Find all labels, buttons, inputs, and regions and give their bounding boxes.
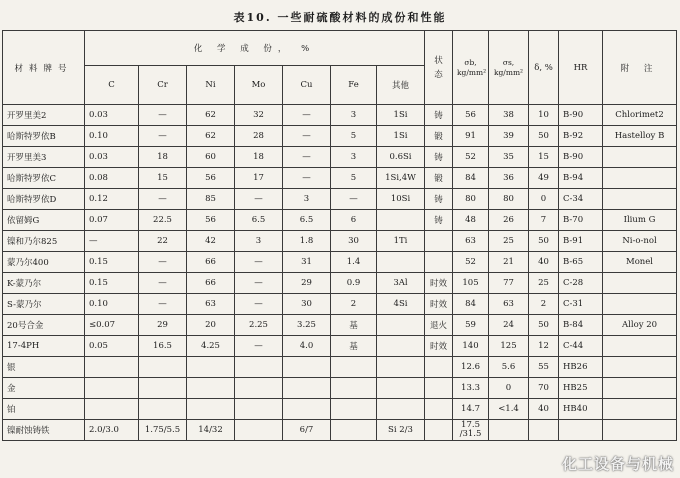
table-cell: 3.25 [283, 315, 331, 336]
table-cell [139, 399, 187, 420]
table-cell: 52 [453, 252, 489, 273]
table-cell [187, 399, 235, 420]
table-cell: 62 [187, 105, 235, 126]
table-cell: 63 [489, 294, 529, 315]
table-cell: 2 [529, 294, 559, 315]
table-cell [603, 378, 677, 399]
table-row [3, 357, 677, 378]
table-cell: B-70 [559, 210, 603, 231]
table-cell [139, 378, 187, 399]
table-cell [235, 378, 283, 399]
table-cell [331, 399, 377, 420]
table-cell: 22.5 [139, 210, 187, 231]
table-cell: 24 [489, 315, 529, 336]
table-row [3, 336, 677, 357]
element-header: Cu [283, 66, 331, 105]
table-cell: Monel [603, 252, 677, 273]
table-cell: 0.15 [85, 273, 139, 294]
table-cell: — [85, 231, 139, 252]
sigma-b-header: σb, kg/mm² [453, 31, 489, 105]
table-cell [377, 315, 425, 336]
table-cell: — [235, 336, 283, 357]
table-cell: 1Si [377, 105, 425, 126]
table-cell: — [139, 105, 187, 126]
table-cell: — [283, 168, 331, 189]
table-cell [283, 399, 331, 420]
table-cell: C-31 [559, 294, 603, 315]
table-cell [425, 357, 453, 378]
table-cell: 66 [187, 273, 235, 294]
table-cell: — [235, 252, 283, 273]
table-cell: — [139, 273, 187, 294]
table-cell: — [331, 189, 377, 210]
table-cell [85, 357, 139, 378]
watermark-logo: 化工设备与机械 [561, 455, 674, 473]
table-cell [139, 357, 187, 378]
table-cell: 60 [187, 147, 235, 168]
table-cell: 铸 [425, 189, 453, 210]
table-cell: 17.5 /31.5 [453, 420, 489, 441]
table-cell [529, 420, 559, 441]
table-cell: 56 [187, 168, 235, 189]
table-cell [377, 210, 425, 231]
table-cell [377, 399, 425, 420]
table-cell [85, 378, 139, 399]
table-row [3, 168, 677, 189]
table-cell [603, 294, 677, 315]
table-cell [603, 189, 677, 210]
table-cell: 基 [331, 336, 377, 357]
table-cell: Ilium G [603, 210, 677, 231]
table-cell: 14.7 [453, 399, 489, 420]
table-cell: 14/32 [187, 420, 235, 441]
material-name: 金 [3, 378, 85, 399]
table-cell: 锻 [425, 168, 453, 189]
table-cell: 0.05 [85, 336, 139, 357]
table-cell: 55 [529, 357, 559, 378]
table-row [3, 399, 677, 420]
table-cell [235, 399, 283, 420]
table-cell: — [283, 105, 331, 126]
hr-header: HR [559, 31, 603, 105]
table-cell: 50 [529, 315, 559, 336]
delta-header: δ, % [529, 31, 559, 105]
table-cell [377, 252, 425, 273]
table-cell: 3 [331, 147, 377, 168]
table-cell: B-94 [559, 168, 603, 189]
table-cell: 2.25 [235, 315, 283, 336]
table-cell: Hastelloy B [603, 126, 677, 147]
element-header: 其他 [377, 66, 425, 105]
table-cell: 铸 [425, 210, 453, 231]
table-cell: Chlorimet2 [603, 105, 677, 126]
table-cell [331, 378, 377, 399]
table-cell: C-44 [559, 336, 603, 357]
material-name: 镍耐蚀铸铁 [3, 420, 85, 441]
table-cell: 10 [529, 105, 559, 126]
table-cell: B-92 [559, 126, 603, 147]
table-cell: 52 [453, 147, 489, 168]
material-name: 哈斯特罗依B [3, 126, 85, 147]
table-cell: — [283, 126, 331, 147]
table-cell: 17 [235, 168, 283, 189]
element-header: Ni [187, 66, 235, 105]
table-cell: 63 [187, 294, 235, 315]
table-cell: B-90 [559, 105, 603, 126]
table-row [3, 252, 677, 273]
table-cell: 22 [139, 231, 187, 252]
table-cell [603, 147, 677, 168]
table-cell: 125 [489, 336, 529, 357]
material-name: 哈斯特罗依D [3, 189, 85, 210]
table-cell: 3 [235, 231, 283, 252]
table-row [3, 294, 677, 315]
table-cell: 77 [489, 273, 529, 294]
table-cell: 4Si [377, 294, 425, 315]
table-cell: 1.8 [283, 231, 331, 252]
table-cell [603, 399, 677, 420]
table-cell: 84 [453, 294, 489, 315]
table-cell [377, 336, 425, 357]
table-row [3, 378, 677, 399]
table-cell: 时效 [425, 273, 453, 294]
element-header: C [85, 66, 139, 105]
table-cell: 1Ti [377, 231, 425, 252]
table-cell [425, 420, 453, 441]
table-cell: 铸 [425, 147, 453, 168]
table-cell: 5 [331, 168, 377, 189]
table-title: 表10. 一些耐硫酸材料的成份和性能 [233, 11, 447, 24]
material-name: 20号合金 [3, 315, 85, 336]
table-cell: 48 [453, 210, 489, 231]
table-cell: 3 [283, 189, 331, 210]
table-cell [283, 357, 331, 378]
table-cell [559, 420, 603, 441]
table-cell: 3 [331, 105, 377, 126]
table-cell: — [139, 189, 187, 210]
table-cell: 28 [235, 126, 283, 147]
table-cell: 时效 [425, 294, 453, 315]
table-row [3, 189, 677, 210]
table-cell [377, 357, 425, 378]
table-cell [425, 252, 453, 273]
table-cell: 91 [453, 126, 489, 147]
table-cell: 0 [489, 378, 529, 399]
table-cell: 25 [529, 273, 559, 294]
table-cell: 39 [489, 126, 529, 147]
table-cell: 3Al [377, 273, 425, 294]
table-cell: 40 [529, 399, 559, 420]
table-cell [603, 420, 677, 441]
table-row [3, 231, 677, 252]
table-cell: Alloy 20 [603, 315, 677, 336]
table-cell: 21 [489, 252, 529, 273]
table-cell: — [139, 126, 187, 147]
table-cell: 基 [331, 315, 377, 336]
table-cell: B-84 [559, 315, 603, 336]
material-name: 铂 [3, 399, 85, 420]
table-cell [603, 168, 677, 189]
material-name: 开罗里美3 [3, 147, 85, 168]
table-cell: 30 [283, 294, 331, 315]
table-cell: 时效 [425, 336, 453, 357]
table-cell: 0.07 [85, 210, 139, 231]
table-cell: 退火 [425, 315, 453, 336]
table-cell: 59 [453, 315, 489, 336]
table-cell: 70 [529, 378, 559, 399]
table-cell: ≤0.07 [85, 315, 139, 336]
table-cell: 30 [331, 231, 377, 252]
table-cell: 85 [187, 189, 235, 210]
table-row [3, 126, 677, 147]
state-header: 状 态 [425, 31, 453, 105]
table-cell: — [283, 147, 331, 168]
table-cell: 1.75/5.5 [139, 420, 187, 441]
table-cell [425, 399, 453, 420]
table-cell: 0.15 [85, 252, 139, 273]
table-cell: 63 [453, 231, 489, 252]
table-cell: 50 [529, 126, 559, 147]
table-cell: HB25 [559, 378, 603, 399]
table-cell [85, 399, 139, 420]
table-cell: 29 [139, 315, 187, 336]
table-cell: 50 [529, 231, 559, 252]
material-name: 17-4PH [3, 336, 85, 357]
table-cell: 0.03 [85, 105, 139, 126]
table-cell: 7 [529, 210, 559, 231]
table-cell: 36 [489, 168, 529, 189]
table-cell: 0.6Si [377, 147, 425, 168]
table-cell: 0.9 [331, 273, 377, 294]
table-cell: 80 [489, 189, 529, 210]
table-row [3, 420, 677, 441]
material-name: 蒙乃尔400 [3, 252, 85, 273]
table-cell: 35 [489, 147, 529, 168]
table-cell: 4.0 [283, 336, 331, 357]
sigma-s-header: σs, kg/mm² [489, 31, 529, 105]
table-cell: 6/7 [283, 420, 331, 441]
remark-header: 附 注 [603, 31, 677, 105]
table-cell: — [139, 252, 187, 273]
table-cell [489, 420, 529, 441]
table-cell: 49 [529, 168, 559, 189]
table-cell: B-65 [559, 252, 603, 273]
table-row [3, 273, 677, 294]
material-name: 镍和乃尔825 [3, 231, 85, 252]
table-cell: 16.5 [139, 336, 187, 357]
table-cell: 0 [529, 189, 559, 210]
table-cell: 13.3 [453, 378, 489, 399]
table-cell: 29 [283, 273, 331, 294]
table-cell: 40 [529, 252, 559, 273]
table-cell [235, 420, 283, 441]
table-cell: 38 [489, 105, 529, 126]
table-row [3, 315, 677, 336]
table-cell: 15 [529, 147, 559, 168]
table-cell: 62 [187, 126, 235, 147]
element-header: Cr [139, 66, 187, 105]
table-cell: — [139, 294, 187, 315]
material-name: 依留姆G [3, 210, 85, 231]
properties-table [2, 30, 677, 441]
table-cell: 4.25 [187, 336, 235, 357]
table-cell [235, 357, 283, 378]
table-cell: 32 [235, 105, 283, 126]
table-cell: 0.12 [85, 189, 139, 210]
table-cell: B-90 [559, 147, 603, 168]
table-cell: 20 [187, 315, 235, 336]
table-cell: 56 [187, 210, 235, 231]
table-cell: 18 [139, 147, 187, 168]
material-name: K-蒙乃尔 [3, 273, 85, 294]
material-name: 开罗里美2 [3, 105, 85, 126]
table-cell: 铸 [425, 105, 453, 126]
table-cell: 18 [235, 147, 283, 168]
table-cell: 2 [331, 294, 377, 315]
table-cell [603, 273, 677, 294]
table-row [3, 210, 677, 231]
composition-header: 化 学 成 份， % [85, 31, 425, 66]
material-name: 银 [3, 357, 85, 378]
table-cell [377, 378, 425, 399]
table-cell: C-28 [559, 273, 603, 294]
table-row [3, 105, 677, 126]
table-cell [331, 420, 377, 441]
table-cell: 140 [453, 336, 489, 357]
table-cell: 105 [453, 273, 489, 294]
material-name: 哈斯特罗依C [3, 168, 85, 189]
table-cell: 6.5 [235, 210, 283, 231]
element-header: Mo [235, 66, 283, 105]
grade-header: 材料牌号 [3, 31, 85, 105]
table-cell: B-91 [559, 231, 603, 252]
table-cell: 66 [187, 252, 235, 273]
table-cell [331, 357, 377, 378]
table-cell: C-34 [559, 189, 603, 210]
table-cell [603, 336, 677, 357]
table-cell: 1.4 [331, 252, 377, 273]
table-cell [425, 378, 453, 399]
table-cell [425, 231, 453, 252]
table-cell: HB26 [559, 357, 603, 378]
table-cell: 2.0/3.0 [85, 420, 139, 441]
table-cell: 10Si [377, 189, 425, 210]
table-cell: 0.08 [85, 168, 139, 189]
table-cell: 6.5 [283, 210, 331, 231]
table-cell: 0.10 [85, 294, 139, 315]
table-cell: 0.03 [85, 147, 139, 168]
table-cell [283, 378, 331, 399]
table-cell: 1Si [377, 126, 425, 147]
table-cell: — [235, 189, 283, 210]
table-cell: 5.6 [489, 357, 529, 378]
table-cell [187, 357, 235, 378]
element-header: Fe [331, 66, 377, 105]
table-cell: — [235, 273, 283, 294]
table-cell: 12 [529, 336, 559, 357]
table-cell: Ni-o-nol [603, 231, 677, 252]
table-cell: HB40 [559, 399, 603, 420]
table-row [3, 147, 677, 168]
table-cell: Si 2/3 [377, 420, 425, 441]
table-cell: 25 [489, 231, 529, 252]
table-cell: 26 [489, 210, 529, 231]
table-cell: 锻 [425, 126, 453, 147]
table-cell: 31 [283, 252, 331, 273]
table-cell [603, 357, 677, 378]
table-cell: 5 [331, 126, 377, 147]
table-cell: — [235, 294, 283, 315]
table-cell [187, 378, 235, 399]
table-cell: 42 [187, 231, 235, 252]
table-cell: 12.6 [453, 357, 489, 378]
table-cell: 56 [453, 105, 489, 126]
table-cell: 1Si,4W [377, 168, 425, 189]
material-name: S-蒙乃尔 [3, 294, 85, 315]
table-cell: 84 [453, 168, 489, 189]
table-cell: 80 [453, 189, 489, 210]
table-cell: 0.10 [85, 126, 139, 147]
table-cell: 6 [331, 210, 377, 231]
table-cell: <1.4 [489, 399, 529, 420]
table-cell: 15 [139, 168, 187, 189]
